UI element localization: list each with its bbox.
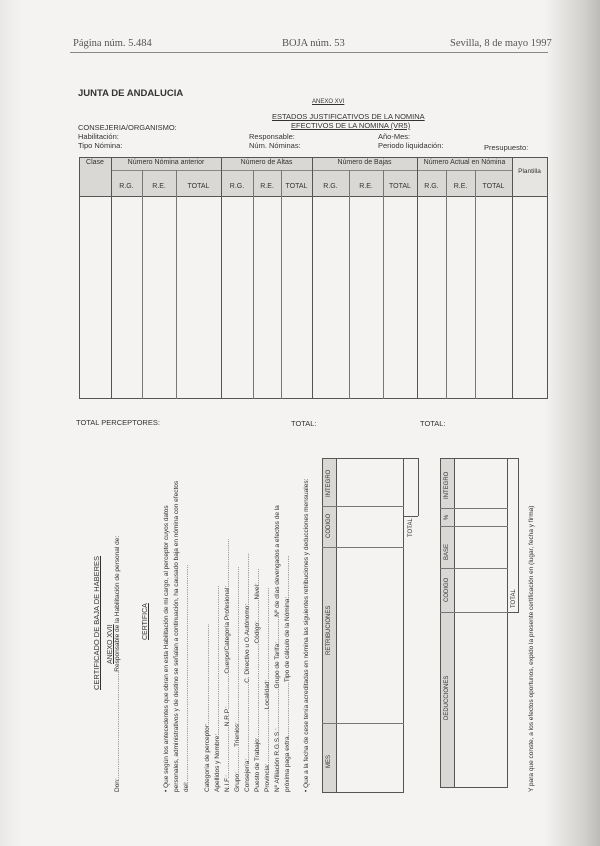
dato-afiliacion: Nº Afiliación R.G.S.S.:......................Grupo de Tarifa:..............Nº de días devengados a efectos de la (274, 505, 281, 792)
dato-puesto: Puesto de Trabajo:....................................................Código:............Nivel:........ (254, 568, 261, 792)
dato-paga-extra: próxima paga extra..............................Tipo de cálculo de la Nómina:....................... (284, 555, 291, 792)
group-actual: Número Actual en Nómina (423, 159, 506, 166)
para1-line3: del:........................................................................................................................ (183, 564, 190, 792)
col-rg: R.G. (323, 183, 338, 190)
col-rg: R.G. (229, 183, 245, 190)
org-name: JUNTA DE ANDALUCIA (78, 88, 184, 99)
col-clase: Clase (86, 159, 104, 166)
annex17-title: CERTIFICADO DE BAJA DE HABERES (92, 555, 101, 690)
journal-number: BOJA núm. 53 (282, 38, 345, 49)
total-label-1: TOTAL: (291, 419, 317, 428)
annex16-label: ANEXO XVI (312, 99, 345, 105)
page-number: Página núm. 5.484 (73, 38, 152, 49)
group-bajas: Número de Bajas (337, 159, 392, 166)
col-pct: % (444, 514, 450, 520)
closing-statement: Y para que conste, a los efectos oportunos, expido la presente certificación en (lugar, fecha y firma) (528, 505, 535, 792)
dato-nif: N.I.F.:...........................N.R.P.:..................Cuerpo/Categoría Profesional:.......................... (224, 538, 231, 792)
col-codigo: CODIGO (326, 513, 332, 538)
col-total: TOTAL (389, 183, 411, 190)
dato-consejeria: Consejería:..........................................C. Directivo u O.Autónomo:............................ (244, 553, 251, 792)
col-deducciones: DEDUCCIONES (444, 675, 450, 720)
col-total: TOTAL (187, 183, 210, 190)
field-num-nominas: Núm. Nóminas: (249, 141, 301, 150)
dato-categoria: Categoría de perceptor:....................................................... (204, 624, 211, 792)
col-re: R.E. (359, 183, 373, 190)
col-integro: INTEGRO (326, 469, 332, 497)
annex16-title-1: ESTADOS JUSTIFICATIVOS DE LA NOMINA (272, 112, 425, 121)
dato-apellidos: Apellidos y Nombre:.................................................................................. (214, 585, 221, 792)
col-rg: R.G. (119, 183, 134, 190)
col-re: R.E. (453, 183, 468, 190)
deduc-total: TOTAL (511, 589, 517, 608)
col-mes: MES (326, 754, 332, 768)
col-integro: INTEGRO (444, 471, 450, 499)
col-total: TOTAL (285, 183, 308, 190)
scan-right-edge (545, 0, 600, 846)
group-nomina-anterior: Número Nómina anterior (127, 159, 205, 166)
col-plantilla: Plantilla (518, 168, 541, 175)
col-codigo: CODIGO (444, 577, 450, 602)
field-habilitacion: Habilitación: (78, 132, 119, 141)
total-perceptores: TOTAL PERCEPTORES: (76, 418, 160, 427)
para2: • Que a la fecha de cese tenía acreditadas en nómina las siguientes retribuciones y deducciones mensuales: (303, 478, 310, 792)
field-periodo: Periodo liquidación: (378, 141, 444, 150)
header-rule (70, 52, 548, 53)
annex17-label: ANEXO XVII (107, 624, 114, 664)
scan-left-edge (0, 0, 22, 846)
retrib-total: TOTAL (408, 518, 414, 537)
col-re: R.E. (152, 183, 166, 190)
dato-grupo: Grupo:..............Trienios:...................................................................................... (234, 566, 241, 792)
group-altas: Número de Altas (240, 159, 293, 166)
col-re: R.E. (260, 183, 274, 190)
col-base: BASE (444, 543, 450, 560)
col-total: TOTAL (482, 183, 505, 190)
field-anio-mes: Año-Mes: (378, 132, 411, 141)
field-tipo-nomina: Tipo Nómina: (78, 141, 123, 150)
publication-date: Sevilla, 8 de mayo 1997 (450, 38, 552, 49)
col-retribuciones: RETRIBUCIONES (326, 605, 332, 655)
col-rg: R.G. (424, 183, 439, 190)
total-label-2: TOTAL: (420, 419, 446, 428)
annex16-title-2: EFECTIVOS DE LA NOMINA (VR5) (291, 121, 411, 130)
field-consejeria: CONSEJERIA/ORGANISMO: (78, 123, 177, 132)
para1-line2: personales, administrativos y de destino se señalan a continuación, ha causado baja en nómina con efectos (173, 480, 180, 792)
plantilla-header-shade (512, 157, 547, 196)
don-line: Don:...........................................................Responsable de la Habilitación de personal de: (114, 535, 121, 792)
field-presupuesto: Presupuesto: (484, 143, 529, 152)
para1-line1: • Que según los antecedentes que obran en esta Habilitación de mi cargo, al perceptor cuyos datos (163, 505, 170, 792)
field-responsable: Responsable: (249, 132, 295, 141)
certifica-heading: CERTIFICA (142, 603, 149, 640)
dato-provincia: Provincia:..............................Localidad:................................................... (264, 587, 271, 792)
